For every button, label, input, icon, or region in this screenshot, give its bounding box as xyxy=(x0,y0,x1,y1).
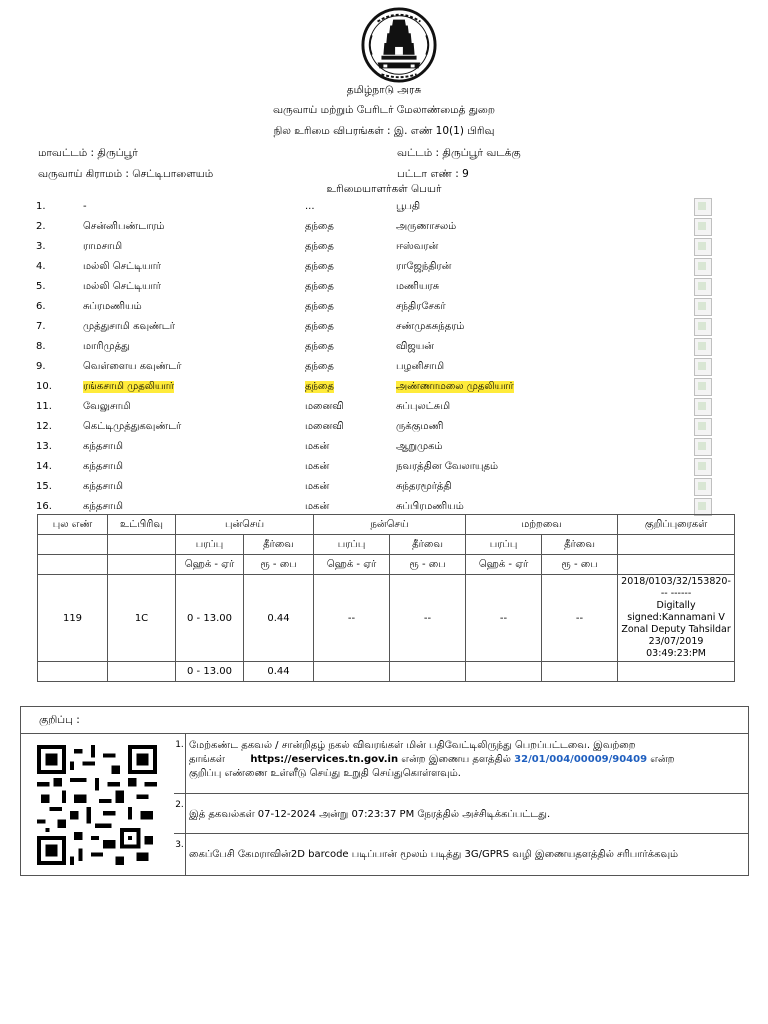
list-item xyxy=(36,418,716,438)
owner-relative: கந்தசாமி xyxy=(83,481,123,492)
owner-number: 8. xyxy=(36,341,46,352)
broken-image-icon xyxy=(694,378,712,396)
dry-area: 0 - 13.00 xyxy=(176,575,244,662)
owner-relation: மகன் xyxy=(305,441,330,452)
table-subheader-row xyxy=(38,535,735,555)
note-text: கைப்பேசி கேமராவின்2D barcode படிப்பான் மூலம் படித்து 3G/GPRS வழி இணையதளத்தில் சரிபார்க்கவும் xyxy=(189,849,679,860)
broken-image-icon xyxy=(694,318,712,336)
note-item xyxy=(174,733,748,794)
owner-number: 10. xyxy=(36,381,52,392)
subheader-tax: தீர்வை xyxy=(390,535,466,555)
column-header: புன்செய் xyxy=(176,515,314,535)
list-item xyxy=(36,458,716,478)
owner-relative: கந்தசாமி xyxy=(83,441,123,452)
owner-relation: தந்தை xyxy=(305,381,334,392)
notes-title: குறிப்பு : xyxy=(39,714,80,726)
owner-relative: மல்லி செட்டியார் xyxy=(83,281,161,292)
note-item xyxy=(174,793,748,834)
broken-image-icon xyxy=(694,338,712,356)
owner-relative: - xyxy=(83,201,87,212)
list-item xyxy=(36,478,716,498)
list-item xyxy=(36,218,716,238)
total-dry-tax: 0.44 xyxy=(244,662,314,682)
subheader-tax: தீர்வை xyxy=(244,535,314,555)
owner-name: சண்முகசுந்தரம் xyxy=(396,321,465,332)
remarks-signature: 2018/0103/32/153820- -- ------ Digitally signed:Kannamani V Zonal Deputy Tahsildar 23/07/2019 03:49:23:PM xyxy=(618,575,735,662)
total-dry-area: 0 - 13.00 xyxy=(176,662,244,682)
owner-number: 2. xyxy=(36,221,46,232)
list-item xyxy=(36,298,716,318)
owner-relative: வேலுசாமி xyxy=(83,401,131,412)
owner-relation: தந்தை xyxy=(305,321,334,332)
owner-number: 1. xyxy=(36,201,46,212)
broken-image-icon xyxy=(694,458,712,476)
column-header: உட்பிரிவு xyxy=(108,515,176,535)
note-number: 1. xyxy=(174,734,186,794)
unit-tax: ரூ - பை xyxy=(542,555,618,575)
subheader-area: பரப்பு xyxy=(314,535,390,555)
list-item xyxy=(36,438,716,458)
list-item-highlighted xyxy=(36,378,716,398)
owner-name: ஆறுமுகம் xyxy=(396,441,443,452)
owner-relative: மல்லி செட்டியார் xyxy=(83,261,161,272)
owner-name: ருக்குமணி xyxy=(396,421,444,432)
owner-number: 9. xyxy=(36,361,46,372)
taluk-label: வட்டம் : திருப்பூர் வடக்கு xyxy=(397,147,521,159)
owner-name: சந்திரசேகர் xyxy=(396,301,446,312)
broken-image-icon xyxy=(694,478,712,496)
owner-relative: கந்தசாமி xyxy=(83,461,123,472)
broken-image-icon xyxy=(694,258,712,276)
unit-area: ஹெக் - ஏர் xyxy=(176,555,244,575)
owner-relation: தந்தை xyxy=(305,221,334,232)
owner-number: 5. xyxy=(36,281,46,292)
owner-name: ஈஸ்வரன் xyxy=(396,241,439,252)
owner-number: 4. xyxy=(36,261,46,272)
column-header: புல எண் xyxy=(38,515,108,535)
owner-relative: கந்தசாமி xyxy=(83,501,123,512)
owner-relative: சுப்ரமணியம் xyxy=(83,301,142,312)
owner-number: 12. xyxy=(36,421,52,432)
owners-section-title: உரிமையாளர்கள் பெயர் xyxy=(326,183,442,195)
owner-relation: மனைவி xyxy=(305,401,344,412)
wet-area: -- xyxy=(314,575,390,662)
owner-name: அண்ணாமலை முதலியார் xyxy=(396,381,514,392)
broken-image-icon xyxy=(694,298,712,316)
owner-name: பழனிசாமி xyxy=(396,361,445,372)
other-area: -- xyxy=(466,575,542,662)
eservices-link[interactable]: https://eservices.tn.gov.in xyxy=(250,754,399,765)
unit-area: ஹெக் - ஏர் xyxy=(314,555,390,575)
survey-number: 119 xyxy=(38,575,108,662)
owner-relative: வெள்ளைய கவுண்டர் xyxy=(83,361,182,372)
list-item xyxy=(36,358,716,378)
table-units-row xyxy=(38,555,735,575)
owner-number: 14. xyxy=(36,461,52,472)
owner-number: 6. xyxy=(36,301,46,312)
unit-tax: ரூ - பை xyxy=(244,555,314,575)
qr-code[interactable] xyxy=(37,745,157,865)
owner-relative: முத்துசாமி கவுண்டர் xyxy=(83,321,175,332)
owner-number: 3. xyxy=(36,241,46,252)
note-text: இத் தகவல்கள் 07-12-2024 அன்று 07:23:37 PM நேரத்தில் அச்சிடிக்கப்பட்டது. xyxy=(189,809,551,820)
owner-relative: கெட்டிமுத்துகவுண்டர் xyxy=(83,421,182,432)
land-details-table xyxy=(37,514,735,682)
owner-relation: ... xyxy=(305,201,315,212)
owner-number: 15. xyxy=(36,481,52,492)
notes-box xyxy=(20,706,749,876)
list-item xyxy=(36,278,716,298)
owner-relative: ரங்கசாமி முதலியார் xyxy=(83,381,174,392)
broken-image-icon xyxy=(694,238,712,256)
owner-relation: மகன் xyxy=(305,461,330,472)
owner-relation: மகன் xyxy=(305,501,330,512)
column-header: குறிப்புரைகள் xyxy=(618,515,735,535)
village-label: வருவாய் கிராமம் : செட்டிபாளையம் xyxy=(38,168,214,180)
table-total-row xyxy=(38,662,735,682)
note-number: 2. xyxy=(174,794,186,834)
owner-name: சுப்புலட்சுமி xyxy=(396,401,451,412)
owner-name: சுந்தரமூர்த்தி xyxy=(396,481,452,492)
patta-number: பட்டா எண் : 9 xyxy=(397,168,469,180)
owner-relation: தந்தை xyxy=(305,281,334,292)
list-item xyxy=(36,338,716,358)
broken-image-icon xyxy=(694,398,712,416)
note-item xyxy=(174,833,748,876)
subheader-area: பரப்பு xyxy=(176,535,244,555)
note-number: 3. xyxy=(174,834,186,876)
subheader-tax: தீர்வை xyxy=(542,535,618,555)
owner-name: சுப்பிரமணியம் xyxy=(396,501,464,512)
owner-relation: மகன் xyxy=(305,481,330,492)
owner-relative: ராமசாமி xyxy=(83,241,123,252)
list-item xyxy=(36,318,716,338)
owner-relation: தந்தை xyxy=(305,341,334,352)
tamil-nadu-emblem xyxy=(360,6,438,84)
owner-relative: சென்னிபண்டாரம் xyxy=(83,221,165,232)
owner-number: 7. xyxy=(36,321,46,332)
owner-relation: தந்தை xyxy=(305,361,334,372)
broken-image-icon xyxy=(694,218,712,236)
owner-relation: தந்தை xyxy=(305,261,334,272)
owner-name: ராஜேந்திரன் xyxy=(396,261,452,272)
broken-image-icon xyxy=(694,438,712,456)
broken-image-icon xyxy=(694,278,712,296)
district-label: மாவட்டம் : திருப்பூர் xyxy=(38,147,138,159)
note-text: மேற்கண்ட தகவல் / சான்றிதழ் நகல் விவரங்கள் மின் பதிவேட்டிலிருந்து பெறப்பட்டவை. இவற்றை தாங்கள் https://eservices.tn.gov.in என்ற இணைய தளத்தில் 32/01/004/00009/90409 என்ற குறிப்பு எண்ணை உள்ளீடு செய்து உறுதி செய்துகொள்ளவும். xyxy=(189,740,675,779)
table-header-row xyxy=(38,515,735,535)
owner-relation: மனைவி xyxy=(305,421,344,432)
unit-tax: ரூ - பை xyxy=(390,555,466,575)
broken-image-icon xyxy=(694,358,712,376)
table-row xyxy=(38,575,735,662)
department-title: வருவாய் மற்றும் பேரிடர் மேலாண்மைத் துறை xyxy=(272,104,496,116)
list-item xyxy=(36,198,716,218)
dry-tax: 0.44 xyxy=(244,575,314,662)
govt-title: தமிழ்நாடு அரசு xyxy=(346,84,422,96)
broken-image-icon xyxy=(694,418,712,436)
owner-name: பூபதி xyxy=(396,201,421,212)
subheader-area: பரப்பு xyxy=(466,535,542,555)
subdivision: 1C xyxy=(108,575,176,662)
owner-relation: தந்தை xyxy=(305,301,334,312)
owner-number: 13. xyxy=(36,441,52,452)
owner-name: விஜயன் xyxy=(396,341,434,352)
owner-name: மணியரசு xyxy=(396,281,440,292)
list-item xyxy=(36,238,716,258)
owner-number: 16. xyxy=(36,501,52,512)
owner-name: அருணாசலம் xyxy=(396,221,457,232)
reference-code: 32/01/004/00009/90409 xyxy=(514,754,648,765)
unit-area: ஹெக் - ஏர் xyxy=(466,555,542,575)
other-tax: -- xyxy=(542,575,618,662)
broken-image-icon xyxy=(694,198,712,216)
list-item xyxy=(36,258,716,278)
owner-name: நவரத்தின வேலாயுதம் xyxy=(396,461,499,472)
column-header: நன்செய் xyxy=(314,515,466,535)
owner-relation: தந்தை xyxy=(305,241,334,252)
document-title: நில உரிமை விபரங்கள் : இ. எண் 10(1) பிரிவு xyxy=(273,125,495,137)
owner-relative: மாரிமுத்து xyxy=(83,341,130,352)
owners-list xyxy=(36,198,716,518)
wet-tax: -- xyxy=(390,575,466,662)
list-item xyxy=(36,398,716,418)
column-header: மற்றவை xyxy=(466,515,618,535)
owner-number: 11. xyxy=(36,401,52,412)
